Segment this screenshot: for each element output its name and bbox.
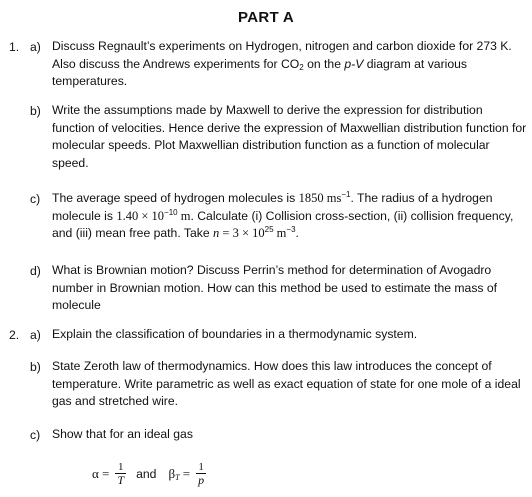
q1d-text: What is Brownian motion? Discuss Perrin’s method for determination of Avogadro number in Brownian motion. How can this method be used to estimate the mass of molecule [52,263,498,312]
q2c-letter: c) [30,428,41,442]
alpha-lhs: α = [92,466,110,481]
q1b-text: Write the assumptions made by Maxwell to derive the expression for distribution function of velocities. Hence derive the expression of Maxwellian distribution function for molecular speeds. Plot Maxwellian distribution function as a function of molecular speed. [52,103,527,170]
ideal-gas-formula [92,454,208,494]
question-2-number: 2. [9,328,20,342]
and-connector: and [136,467,157,481]
q1d-letter: d) [30,264,41,278]
q2c-text: Show that for an ideal gas [52,427,193,441]
q1a-letter: a) [30,40,41,54]
q1b-letter: b) [30,104,41,118]
beta-lhs: $\beta_T$ = [168,466,191,482]
q1c-text: The average speed of hydrogen molecules is 1850 $ms^{-1}$. The radius of a hydrogen molecule is $1.40 \times 10^{-10}$ m. Calculate (i) Collision cross-section, (ii) collision frequency, and (iii) mean free path. Take $n = 3 \times 10^{25}$ $m^{-3}$. [52,190,514,240]
fraction-one-over-p: $\frac{1}{p}$ [198,461,205,487]
question-1-number: 1. [9,40,20,54]
q2a-letter: a) [30,328,41,342]
q1a-text: Discuss Regnault’s experiments on Hydrogen, nitrogen and carbon dioxide for 273 K. Also discuss the Andrews experiments for $CO_2$ on the p-V diagram at various temperatures. [52,39,512,88]
q2b-text: State Zeroth law of thermodynamics. How does this law introduces the concept of temperature. Write parametric as well as exact equation of state for one mole of a ideal gas and stretched wire. [52,359,521,408]
q1c-letter: c) [30,192,41,206]
q2a-text: Explain the classification of boundaries in a thermodynamic system. [52,327,418,341]
fraction-one-over-T: $\frac{1}{T}$ [117,461,125,487]
q2b-letter: b) [30,360,41,374]
page-title: PART A [238,9,294,26]
